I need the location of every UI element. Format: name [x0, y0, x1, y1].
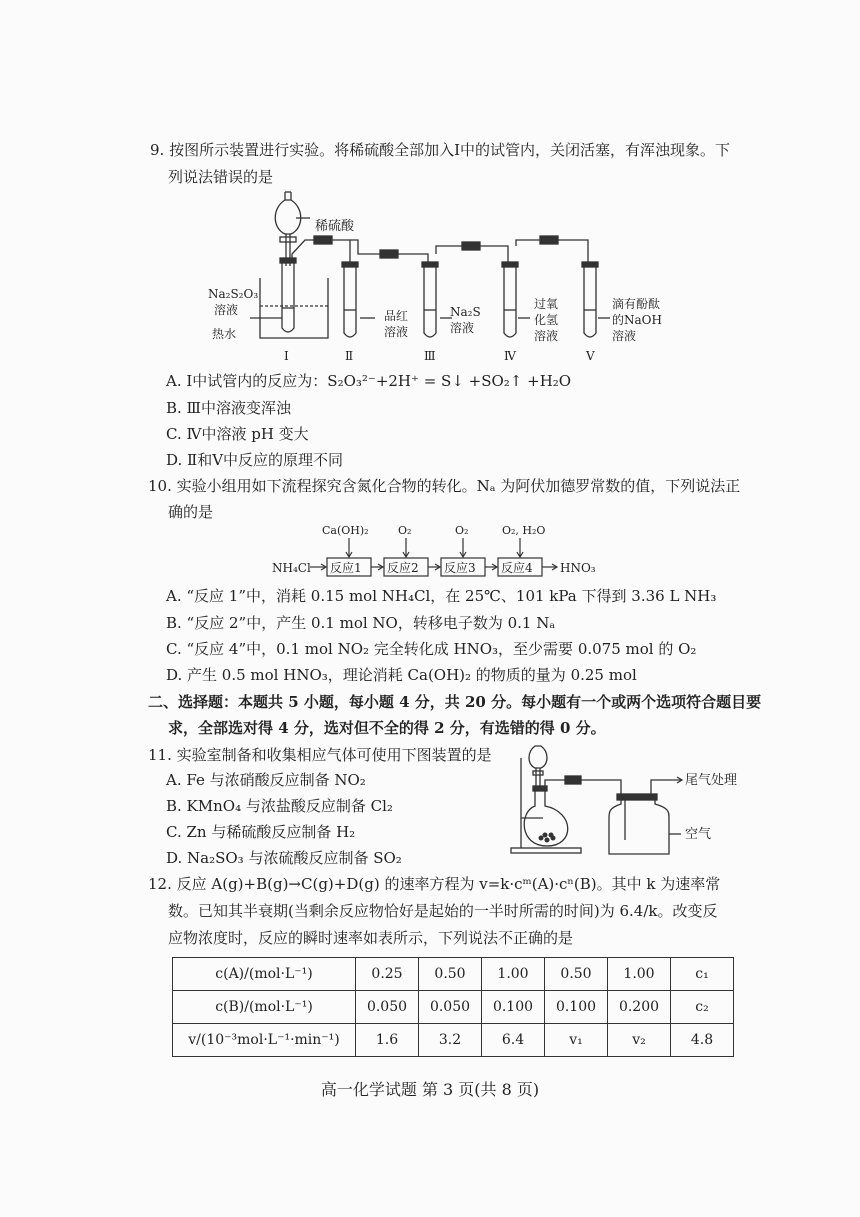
- table-cell: 0.100: [482, 991, 545, 1024]
- flow-box-3: 反应3: [444, 561, 476, 575]
- acid-label: 稀硫酸: [315, 219, 355, 234]
- tube4-label-c: 溶液: [534, 329, 559, 343]
- q11-option-a: A. Fe 与浓硝酸反应制备 NO₂: [166, 771, 366, 789]
- table-row-header: v/(10⁻³mol·L⁻¹·min⁻¹): [173, 1024, 356, 1057]
- section2-heading-line2: 求，全部选对得 4 分，选对但不全的得 2 分，有选错的得 0 分。: [168, 719, 606, 737]
- na2s2o3-label: Na₂S₂O₃: [208, 287, 259, 301]
- q12-stem-line3: 应物浓度时，反应的瞬时速率如表所示，下列说法不正确的是: [168, 929, 574, 947]
- flow-input-3: O₂: [455, 524, 469, 537]
- table-row: [173, 958, 734, 991]
- flow-input-2: O₂: [398, 524, 412, 537]
- q10-stem-line1: 10. 实验小组用如下流程探究含氮化合物的转化。Nₐ 为阿伏加德罗常数的值，下列说法正: [148, 477, 741, 495]
- table-cell: 0.50: [545, 958, 608, 991]
- table-cell: v₁: [545, 1024, 608, 1057]
- table-cell: 0.25: [356, 958, 419, 991]
- q9-option-a: A. Ⅰ中试管内的反应为：S₂O₃²⁻+2H⁺ = S↓ +SO₂↑ +H₂O: [166, 372, 572, 390]
- q9-option-c: C. Ⅳ中溶液 pH 变大: [166, 425, 309, 443]
- na2s2o3-solution-label: 溶液: [214, 303, 239, 317]
- tube5-label-b: 的NaOH: [612, 313, 662, 327]
- tube3-label-a: Na₂S: [450, 305, 481, 319]
- q10-option-a: A. “反应 1”中，消耗 0.15 mol NH₄Cl，在 25℃、101 kPa 下得到 3.36 L NH₃: [166, 587, 717, 605]
- q9-apparatus-figure: [200, 188, 680, 368]
- table-cell: c₁: [671, 958, 734, 991]
- flow-start: NH₄Cl: [272, 561, 311, 575]
- table-cell: 1.6: [356, 1024, 419, 1057]
- q9-option-d: D. Ⅱ和Ⅴ中反应的原理不同: [166, 451, 344, 469]
- q9-option-b: B. Ⅲ中溶液变浑浊: [166, 399, 292, 417]
- tube2-label-a: 品红: [384, 309, 409, 323]
- q12-stem-line2: 数。已知其半衰期(当剩余反应物恰好是起始的一半时所需的时间)为 6.4/k。改变反: [168, 902, 718, 920]
- table-row-header: c(B)/(mol·L⁻¹): [173, 991, 356, 1024]
- q9-stem-line1: 9. 按图所示装置进行实验。将稀硫酸全部加入Ⅰ中的试管内，关闭活塞，有浑浊现象。下: [150, 141, 731, 159]
- tube4-label-b: 化氢: [534, 313, 559, 327]
- table-cell: v₂: [608, 1024, 671, 1057]
- label-I: Ⅰ: [284, 349, 289, 363]
- air-label: 空气: [685, 827, 712, 842]
- table-cell: 4.8: [671, 1024, 734, 1057]
- tube2-label-b: 溶液: [384, 325, 409, 339]
- q11-apparatus-figure: [505, 740, 745, 860]
- page-footer: 高一化学试题 第 3 页(共 8 页): [320, 1080, 540, 1099]
- tube5-label-c: 溶液: [612, 329, 637, 343]
- table-cell: 1.00: [608, 958, 671, 991]
- table-row-header: c(A)/(mol·L⁻¹): [173, 958, 356, 991]
- q10-option-c: C. “反应 4”中，0.1 mol NO₂ 完全转化成 HNO₃，至少需要 0.075 mol 的 O₂: [166, 640, 697, 658]
- q10-flowchart: [270, 520, 630, 580]
- tube5-label-a: 滴有酚酞: [612, 297, 661, 311]
- q12-stem-line1: 12. 反应 A(g)+B(g)→C(g)+D(g) 的速率方程为 v=k·cᵐ(A)·cⁿ(B)。其中 k 为速率常: [148, 875, 721, 893]
- table-cell: 0.100: [545, 991, 608, 1024]
- q9-stem-line2: 列说法错误的是: [168, 168, 274, 186]
- table-cell: 3.2: [419, 1024, 482, 1057]
- flow-input-1: Ca(OH)₂: [322, 524, 369, 537]
- q10-stem-line2: 确的是: [168, 503, 214, 521]
- label-V: Ⅴ: [586, 349, 595, 363]
- table-row: [173, 1024, 734, 1057]
- q11-option-c: C. Zn 与稀硫酸反应制备 H₂: [166, 823, 356, 841]
- q11-stem: 11. 实验室制备和收集相应气体可使用下图装置的是: [148, 746, 492, 764]
- table-cell: 0.200: [608, 991, 671, 1024]
- flow-box-2: 反应2: [387, 561, 419, 575]
- table-cell: 0.050: [419, 991, 482, 1024]
- q10-option-b: B. “反应 2”中，产生 0.1 mol NO，转移电子数为 0.1 Nₐ: [166, 614, 556, 632]
- rate-table: [172, 957, 734, 1057]
- table-cell: 6.4: [482, 1024, 545, 1057]
- label-III: Ⅲ: [424, 349, 436, 363]
- q11-option-b: B. KMnO₄ 与浓盐酸反应制备 Cl₂: [166, 797, 393, 815]
- tail-gas-label: 尾气处理: [685, 773, 738, 788]
- table-cell: 0.050: [356, 991, 419, 1024]
- q10-option-d: D. 产生 0.5 mol HNO₃，理论消耗 Ca(OH)₂ 的物质的量为 0.25 mol: [166, 666, 637, 684]
- table-cell: c₂: [671, 991, 734, 1024]
- flow-input-4: O₂, H₂O: [502, 524, 546, 537]
- tube3-label-b: 溶液: [450, 321, 475, 335]
- label-II: Ⅱ: [345, 349, 354, 363]
- section2-heading-line1: 二、选择题：本题共 5 小题，每小题 4 分，共 20 分。每小题有一个或两个选项符合题目要: [148, 693, 762, 711]
- tube4-label-a: 过氧: [534, 297, 559, 311]
- hot-water-label: 热水: [212, 327, 237, 341]
- flow-box-4: 反应4: [501, 561, 533, 575]
- table-cell: 1.00: [482, 958, 545, 991]
- label-IV: Ⅳ: [504, 349, 516, 363]
- flow-end: HNO₃: [560, 561, 596, 575]
- table-cell: 0.50: [419, 958, 482, 991]
- flow-box-1: 反应1: [330, 561, 362, 575]
- table-row: [173, 991, 734, 1024]
- q11-option-d: D. Na₂SO₃ 与浓硫酸反应制备 SO₂: [166, 849, 402, 867]
